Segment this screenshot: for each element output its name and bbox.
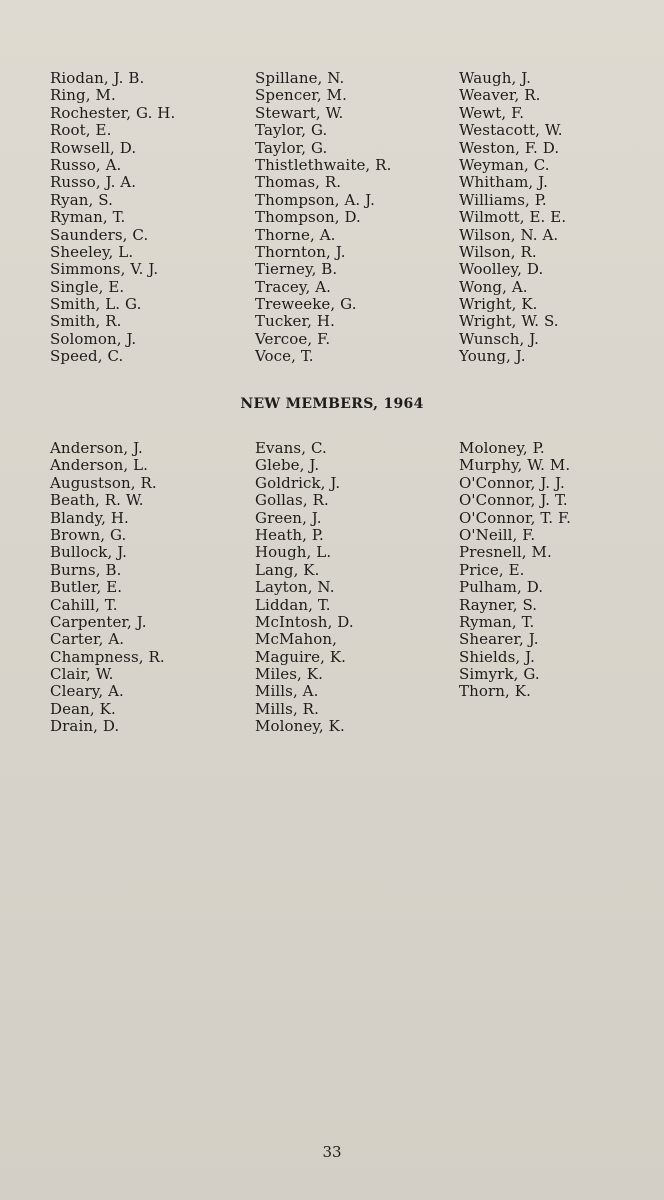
name-entry: Murphy, W. M. xyxy=(459,456,571,475)
name-entry: Cleary, A. xyxy=(50,682,124,701)
name-entry: Green, J. xyxy=(255,508,322,527)
name-entry: Woolley, D. xyxy=(459,260,544,279)
name-entry: Bullock, J. xyxy=(50,543,128,562)
name-entry: Wilson, R. xyxy=(459,242,537,261)
new-members-column-3 xyxy=(459,440,571,701)
name-entry: Butler, E. xyxy=(50,578,123,597)
name-entry: Blandy, H. xyxy=(50,508,129,527)
name-entry: Liddan, T. xyxy=(255,595,331,614)
new-members-column-1 xyxy=(50,440,165,736)
name-entry: Saunders, C. xyxy=(50,225,149,244)
name-entry: Price, E. xyxy=(459,560,525,579)
name-entry: Spencer, M. xyxy=(255,86,347,105)
name-entry: Thorne, A. xyxy=(255,225,336,244)
name-entry: O'Neill, F. xyxy=(459,525,536,544)
name-entry: Simmons, V. J. xyxy=(50,260,159,279)
name-entry: Dean, K. xyxy=(50,699,116,718)
name-entry: Carter, A. xyxy=(50,630,125,649)
name-entry: Vercoe, F. xyxy=(255,329,331,348)
name-entry: Speed, C. xyxy=(50,347,124,366)
name-entry: Weston, F. D. xyxy=(459,138,560,157)
name-entry: Lang, K. xyxy=(255,560,320,579)
name-entry: Young, J. xyxy=(459,347,526,366)
name-entry: Sheeley, L. xyxy=(50,242,134,261)
name-entry: Voce, T. xyxy=(255,347,314,366)
name-entry: Mills, A. xyxy=(255,682,319,701)
name-entry: O'Connor, J. J. xyxy=(459,473,565,492)
name-entry: Anderson, J. xyxy=(50,439,143,457)
name-entry: McIntosh, D. xyxy=(255,612,354,631)
name-entry: Thomas, R. xyxy=(255,173,342,192)
members-column-1 xyxy=(50,70,175,366)
name-entry: Wewt, F. xyxy=(459,103,525,122)
name-entry: Weyman, C. xyxy=(459,155,550,174)
name-entry: Shields, J. xyxy=(459,647,535,666)
name-entry: Wilson, N. A. xyxy=(459,225,559,244)
name-entry: Ryman, T. xyxy=(459,612,535,631)
name-entry: Ryan, S. xyxy=(50,190,113,209)
name-entry: Tracey, A. xyxy=(255,277,332,296)
name-entry: Riodan, J. B. xyxy=(50,69,145,87)
name-entry: Rowsell, D. xyxy=(50,138,137,157)
name-entry: Layton, N. xyxy=(255,578,335,597)
name-entry: Wunsch, J. xyxy=(459,329,540,348)
name-entry: Wilmott, E. E. xyxy=(459,208,567,227)
name-entry: Augustson, R. xyxy=(50,473,157,492)
name-entry: Champness, R. xyxy=(50,647,165,666)
name-entry: Pulham, D. xyxy=(459,578,544,597)
name-entry: Beath, R. W. xyxy=(50,491,144,510)
name-entry: Tierney, B. xyxy=(255,260,338,279)
name-entry: Drain, D. xyxy=(50,717,120,736)
name-entry: Solomon, J. xyxy=(50,329,137,348)
name-entry: Thornton, J. xyxy=(255,242,346,261)
name-entry: Thompson, D. xyxy=(255,208,361,227)
new-members-column-2 xyxy=(255,440,354,736)
name-entry: Taylor, G. xyxy=(255,138,328,157)
name-entry: McMahon, xyxy=(255,630,337,649)
name-entry: Wright, W. S. xyxy=(459,312,559,331)
name-entry: Rochester, G. H. xyxy=(50,103,176,122)
name-entry: Westacott, W. xyxy=(459,121,563,140)
name-entry: Moloney, K. xyxy=(255,717,345,736)
name-entry: Wright, K. xyxy=(459,295,538,314)
name-entry: Waugh, J. xyxy=(459,69,532,87)
name-entry: Burns, B. xyxy=(50,560,122,579)
name-entry: Root, E. xyxy=(50,121,112,140)
name-entry: Evans, C. xyxy=(255,439,327,457)
name-entry: Shearer, J. xyxy=(459,630,539,649)
name-entry: Wong, A. xyxy=(459,277,528,296)
name-entry: Williams, P. xyxy=(459,190,547,209)
new-members-heading: NEW MEMBERS, 1964 xyxy=(240,396,424,412)
name-entry: Taylor, G. xyxy=(255,121,328,140)
name-entry: Glebe, J. xyxy=(255,456,320,475)
name-entry: Ryman, T. xyxy=(50,208,126,227)
name-entry: Thorn, K. xyxy=(459,682,531,701)
name-entry: Russo, J. A. xyxy=(50,173,137,192)
name-entry: Heath, P. xyxy=(255,525,324,544)
name-entry: Smith, R. xyxy=(50,312,122,331)
name-entry: Smith, L. G. xyxy=(50,295,142,314)
name-entry: Carpenter, J. xyxy=(50,612,147,631)
name-entry: Anderson, L. xyxy=(50,456,148,475)
name-entry: Brown, G. xyxy=(50,525,127,544)
name-entry: Maguire, K. xyxy=(255,647,347,666)
name-entry: Goldrick, J. xyxy=(255,473,341,492)
name-entry: Tucker, H. xyxy=(255,312,335,331)
name-entry: Gollas, R. xyxy=(255,491,329,510)
name-entry: Treweeke, G. xyxy=(255,295,357,314)
name-entry: Moloney, P. xyxy=(459,439,545,457)
name-entry: Whitham, J. xyxy=(459,173,548,192)
name-entry: Rayner, S. xyxy=(459,595,538,614)
name-entry: Ring, M. xyxy=(50,86,116,105)
name-entry: Single, E. xyxy=(50,277,125,296)
page-number: 33 xyxy=(322,1143,342,1161)
name-entry: Spillane, N. xyxy=(255,69,345,87)
name-entry: Presnell, M. xyxy=(459,543,552,562)
name-entry: Weaver, R. xyxy=(459,86,541,105)
name-entry: O'Connor, T. F. xyxy=(459,508,572,527)
name-entry: Simyrk, G. xyxy=(459,665,540,684)
members-column-2 xyxy=(255,70,391,366)
name-entry: Stewart, W. xyxy=(255,103,344,122)
name-entry: Hough, L. xyxy=(255,543,332,562)
name-entry: Thompson, A. J. xyxy=(255,190,375,209)
name-entry: Clair, W. xyxy=(50,665,114,684)
name-entry: Thistlethwaite, R. xyxy=(255,155,392,174)
name-entry: Mills, R. xyxy=(255,699,319,718)
name-entry: Miles, K. xyxy=(255,665,323,684)
members-column-3 xyxy=(459,70,566,366)
name-entry: Cahill, T. xyxy=(50,595,118,614)
name-entry: Russo, A. xyxy=(50,155,122,174)
name-entry: O'Connor, J. T. xyxy=(459,491,568,510)
